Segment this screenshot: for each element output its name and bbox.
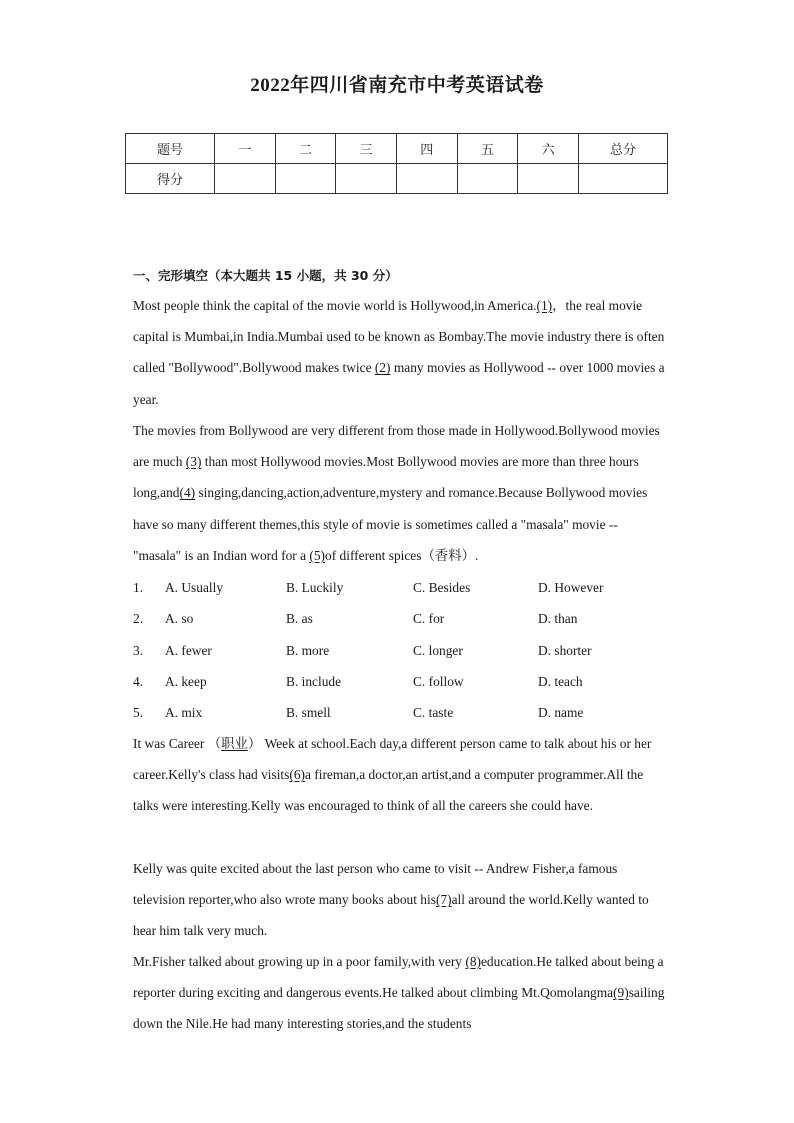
score-cell [518, 164, 579, 194]
option-c[interactable]: C. for [413, 611, 445, 626]
blank-4: (4) [179, 485, 196, 501]
passage-5 [133, 946, 668, 1040]
passage-text: many movies as Hollywood -- over 1000 movies a year. [133, 360, 665, 407]
option-b[interactable]: B. more [286, 643, 330, 658]
passage-text: It was Career （ [133, 736, 222, 751]
option-d[interactable]: D. than [538, 611, 578, 626]
score-cell [215, 164, 276, 194]
blank-8: (8) [465, 954, 481, 969]
question-3 [133, 635, 668, 666]
passage-text: of different spices（香料）. [325, 547, 479, 563]
option-d[interactable]: D. However [538, 580, 604, 595]
question-number: 5. [133, 705, 144, 720]
passage-text: ，the real movie capital is Mumbai,in India.Mumbai used to be known as Bombay.The movie industry there is often called "Bollywood".Bollywood makes twice [133, 298, 665, 376]
score-header-cell: 五 [457, 134, 518, 164]
score-header-cell: 二 [275, 134, 336, 164]
option-a[interactable]: A. keep [165, 674, 207, 689]
score-row-label: 得分 [126, 164, 215, 194]
passage-text: ） Week at school.Each day,a different person came to talk about his or her career.Kelly's class had visits [133, 736, 652, 783]
passage-text: singing,dancing,action,adventure,mystery and romance.Because Bollywood movies have so many different themes,this style of movie is sometimes called a "masala" movie -- "masala" is an Indian word for a [133, 485, 648, 563]
blank-1: (1) [536, 298, 553, 313]
underlined-word: 职业 [221, 736, 248, 751]
blank-3: (3) [185, 454, 202, 470]
option-c[interactable]: C. follow [413, 674, 464, 689]
option-a[interactable]: A. so [165, 611, 194, 626]
score-header-cell: 总分 [579, 134, 668, 164]
option-c[interactable]: C. taste [413, 705, 454, 720]
question-5 [133, 697, 668, 728]
passage-3 [133, 728, 668, 822]
option-b[interactable]: B. Luckily [286, 580, 344, 595]
passage-4 [133, 853, 668, 947]
option-d[interactable]: D. name [538, 705, 584, 720]
score-header-cell: 题号 [126, 134, 215, 164]
passage-1 [133, 290, 668, 415]
passage-text: Most people think the capital of the movie world is Hollywood,in America. [133, 298, 537, 313]
score-header-cell: 六 [518, 134, 579, 164]
option-c[interactable]: C. Besides [413, 580, 471, 595]
blank-2: (2) [374, 360, 391, 376]
question-number: 2. [133, 611, 144, 626]
score-header-cell: 一 [215, 134, 276, 164]
score-cell [579, 164, 668, 194]
passage-text: Kelly was quite excited about the last person who came to visit -- Andrew Fisher,a famous television reporter,who also wrote many books about his [133, 861, 618, 908]
passage-text: than most Hollywood movies.Most Bollywood movies are more than three hours long,and [133, 454, 639, 501]
blank-7: (7) [435, 892, 452, 908]
score-table-row [126, 164, 668, 194]
option-a[interactable]: A. Usually [165, 580, 224, 595]
score-header-cell: 四 [396, 134, 457, 164]
blank-6: (6) [289, 767, 305, 783]
score-table [125, 133, 668, 194]
score-cell [275, 164, 336, 194]
option-c[interactable]: C. longer [413, 643, 463, 658]
option-b[interactable]: B. smell [286, 705, 331, 720]
option-a[interactable]: A. mix [165, 705, 203, 720]
passage-text: education.He talked about being a reporter during exciting and dangerous events.He talked about climbing Mt.Qomolangma [133, 954, 664, 1001]
passage-text: a fireman,a doctor,an artist,and a computer programmer.All the talks were interesting.Kelly was encouraged to think of all the careers she could have. [133, 767, 644, 814]
question-number: 4. [133, 674, 144, 689]
page-title: 2022年四川省南充市中考英语试卷 [250, 75, 544, 96]
score-cell [396, 164, 457, 194]
section-heading: 一、完形填空（本大题共 15 小题，共 30 分） [133, 268, 398, 283]
score-header-cell: 三 [336, 134, 397, 164]
passage-text: The movies from Bollywood are very different from those made in Hollywood.Bollywood movies are much [133, 423, 660, 470]
question-4 [133, 666, 668, 697]
option-d[interactable]: D. shorter [538, 643, 592, 658]
option-b[interactable]: B. include [286, 674, 342, 689]
option-a[interactable]: A. fewer [165, 643, 212, 658]
option-b[interactable]: B. as [286, 611, 313, 626]
question-number: 3. [133, 643, 144, 658]
blank-9: (9) [613, 985, 629, 1001]
score-cell [336, 164, 397, 194]
blank-5: (5) [309, 547, 326, 563]
option-d[interactable]: D. teach [538, 674, 583, 689]
passage-text: sailing down the Nile.He had many interesting stories,and the students [133, 985, 665, 1032]
passage-text: Mr.Fisher talked about growing up in a poor family,with very [133, 954, 466, 969]
score-cell [457, 164, 518, 194]
score-table-header-row [126, 134, 668, 164]
question-2 [133, 603, 668, 634]
passage-2 [133, 415, 668, 571]
question-number: 1. [133, 580, 144, 595]
question-1 [133, 572, 668, 603]
passage-text: all around the world.Kelly wanted to hear him talk very much. [133, 892, 649, 939]
